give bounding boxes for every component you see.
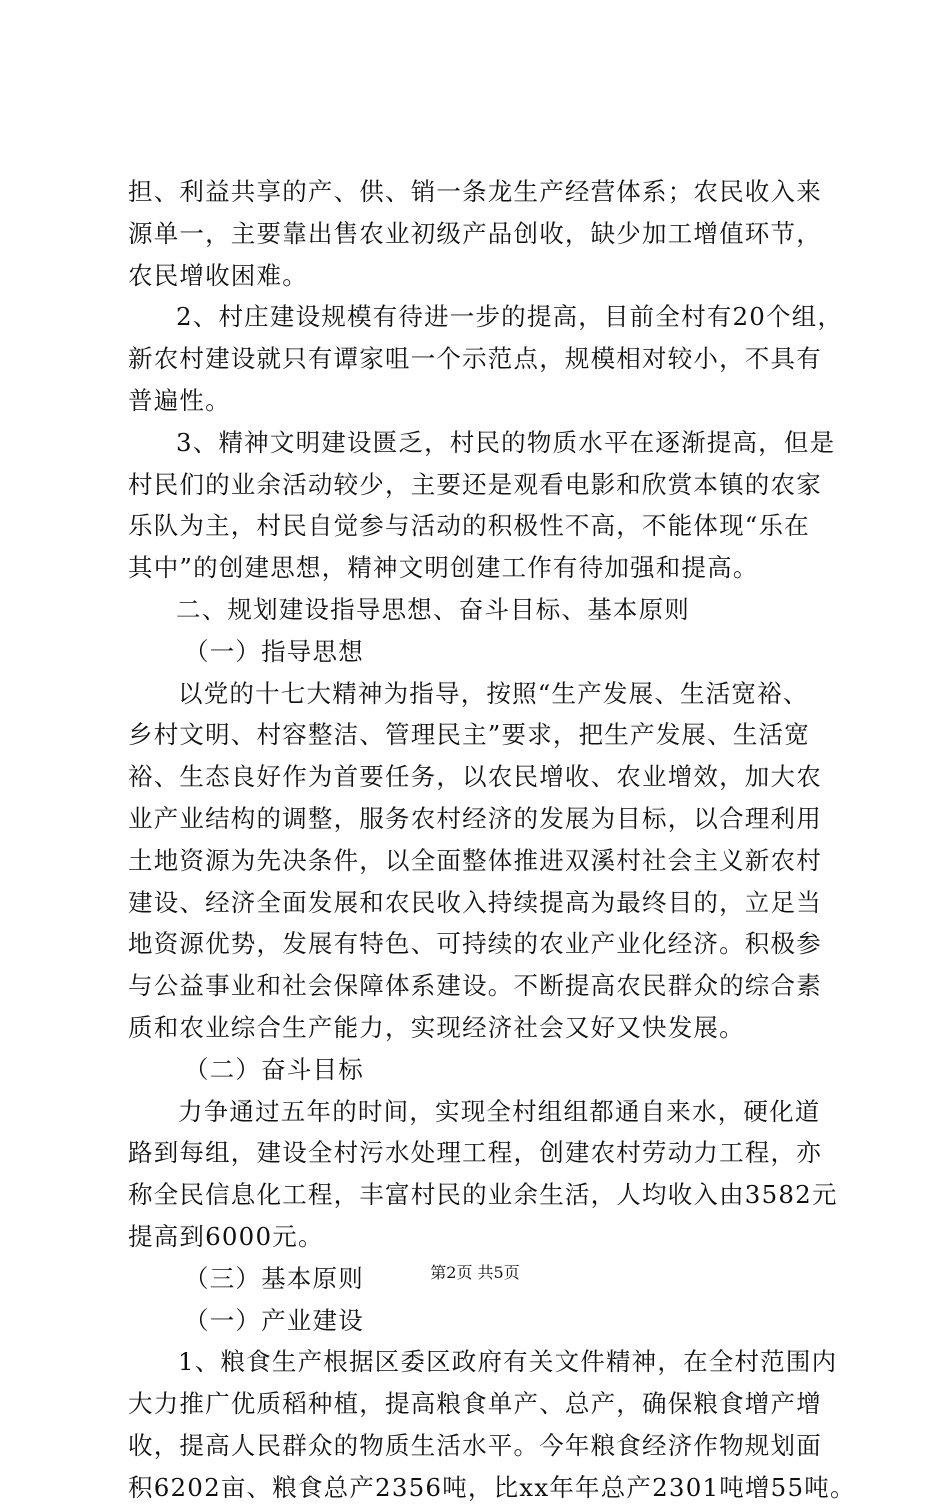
text-line: 乡村文明、村容整洁、管理民主”要求，把生产发展、生活宽 <box>128 720 810 750</box>
paragraph-start: 以党的十七大精神为指导，按照“生产发展、生活宽裕、 <box>178 678 809 708</box>
paragraph-start: 力争通过五年的时间，实现全村组组都通自来水，硬化道 <box>178 1096 821 1126</box>
text-line: 积6202亩、粮食总产2356吨，比xx年年总产2301吨增55吨。 <box>128 1472 856 1502</box>
document-body <box>128 171 856 1509</box>
page-footer <box>0 1262 950 1284</box>
text-line: 质和农业综合生产能力，实现经济社会又好又快发展。 <box>128 1012 745 1042</box>
text-line: 乐队为主，村民自觉参与活动的积极性不高，不能体现“乐在 <box>128 511 810 541</box>
text-line: 裕、生态良好作为首要任务，以农民增收、农业增效，加大农 <box>128 762 822 792</box>
subsection-heading: （一）产业建设 <box>184 1305 364 1335</box>
text-line: 新农村建设就只有谭家咀一个示范点，规模相对较小，不具有 <box>128 344 822 374</box>
text-line: 普遍性。 <box>128 385 231 415</box>
paragraph-start: 3、精神文明建设匮乏，村民的物质水平在逐渐提高，但是 <box>176 427 836 457</box>
text-line: 收，提高人民群众的物质生活水平。今年粮食经济作物规划面 <box>128 1430 822 1460</box>
paragraph-start: 2、村庄建设规模有待进一步的提高，目前全村有20个组， <box>176 302 844 332</box>
text-line: 土地资源为先决条件，以全面整体推进双溪村社会主义新农村 <box>128 845 822 875</box>
text-line: 建设、经济全面发展和农民收入持续提高为最终目的，立足当 <box>128 887 822 917</box>
text-line: 农民增收困难。 <box>128 260 308 290</box>
text-line: 村民们的业余活动较少，主要还是观看电影和欣赏本镇的农家 <box>128 469 822 499</box>
text-line: 业产业结构的调整，服务农村经济的发展为目标，以合理利用 <box>128 803 822 833</box>
section-heading: 二、规划建设指导思想、奋斗目标、基本原则 <box>176 594 690 624</box>
subsection-heading: （三）基本原则 <box>184 1263 364 1293</box>
subsection-heading: （一）指导思想 <box>184 636 364 666</box>
subsection-heading: （二）奋斗目标 <box>184 1054 364 1084</box>
paragraph-start: 1、粮食生产根据区委区政府有关文件精神，在全村范围内 <box>178 1347 838 1377</box>
text-line: 地资源优势，发展有特色、可持续的农业产业化经济。积极参 <box>128 929 822 959</box>
text-line: 称全民信息化工程，丰富村民的业余生活，人均收入由3582元 <box>128 1180 838 1210</box>
text-line: 与公益事业和社会保障体系建设。不断提高农民群众的综合素 <box>128 971 822 1001</box>
text-line: 大力推广优质稻种植，提高粮食单产、总产，确保粮食增产增 <box>128 1389 822 1419</box>
text-line: 其中”的创建思想，精神文明创建工作有待加强和提高。 <box>128 553 759 583</box>
text-line: 源单一，主要靠出售农业初级产品创收，缺少加工增值环节， <box>128 218 822 248</box>
text-line: 提高到6000元。 <box>128 1221 324 1251</box>
text-line: 路到每组，建设全村污水处理工程，创建农村劳动力工程，亦 <box>128 1138 822 1168</box>
page-number: 第2页 共5页 <box>430 1263 520 1282</box>
text-line: 担、利益共享的产、供、销一条龙生产经营体系；农民收入来 <box>128 177 822 206</box>
